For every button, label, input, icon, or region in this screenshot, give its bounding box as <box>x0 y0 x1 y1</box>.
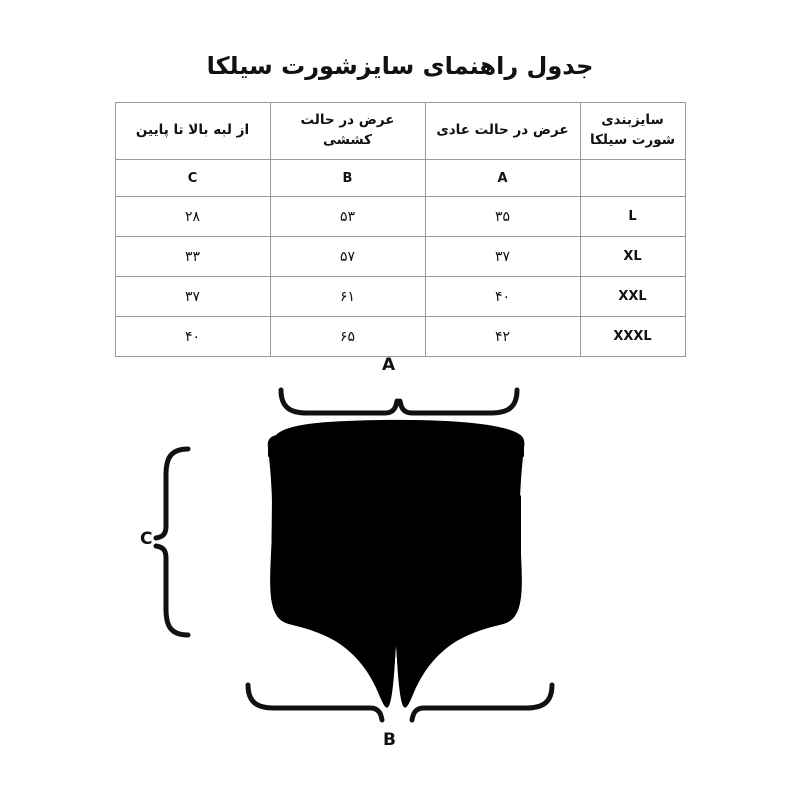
table-header-row <box>115 103 685 160</box>
row-value-a: ۴۰ <box>425 277 580 317</box>
row-value-a: ۳۷ <box>425 237 580 277</box>
table-row <box>115 277 685 317</box>
header-top-to-bottom: از لبه بالا تا پایین <box>115 103 270 160</box>
letter-cell-a: A <box>425 160 580 197</box>
row-value-b: ۶۵ <box>270 317 425 357</box>
measure-label-b: B <box>383 730 396 750</box>
panty-shape <box>268 420 525 708</box>
row-value-b: ۶۱ <box>270 277 425 317</box>
header-width-stretched: عرض در حالت کششی <box>270 103 425 160</box>
page-title: جدول راهنمای سایزشورت سیلکا <box>206 52 594 80</box>
row-size-label: L <box>580 197 685 237</box>
measure-label-a: A <box>382 355 396 375</box>
letter-cell-b: B <box>270 160 425 197</box>
table-letter-row <box>115 160 685 197</box>
row-value-a: ۳۵ <box>425 197 580 237</box>
row-value-c: ۴۰ <box>115 317 270 357</box>
row-value-c: ۳۳ <box>115 237 270 277</box>
header-size: سایزبندی شورت سیلکا <box>580 103 685 160</box>
header-width-normal: عرض در حالت عادی <box>425 103 580 160</box>
row-value-b: ۵۳ <box>270 197 425 237</box>
measure-label-c: C <box>140 529 153 549</box>
table-row <box>115 237 685 277</box>
table-row <box>115 197 685 237</box>
row-value-c: ۲۸ <box>115 197 270 237</box>
row-value-c: ۳۷ <box>115 277 270 317</box>
letter-cell-c: C <box>115 160 270 197</box>
row-size-label: XL <box>580 237 685 277</box>
row-value-b: ۵۷ <box>270 237 425 277</box>
bracket-c-icon <box>156 449 188 635</box>
garment-diagram <box>0 345 800 800</box>
letter-cell-empty <box>580 160 685 197</box>
row-value-a: ۴۲ <box>425 317 580 357</box>
size-chart-table <box>115 102 686 357</box>
bracket-a-icon <box>281 390 517 413</box>
row-size-label: XXL <box>580 277 685 317</box>
row-size-label: XXXL <box>580 317 685 357</box>
